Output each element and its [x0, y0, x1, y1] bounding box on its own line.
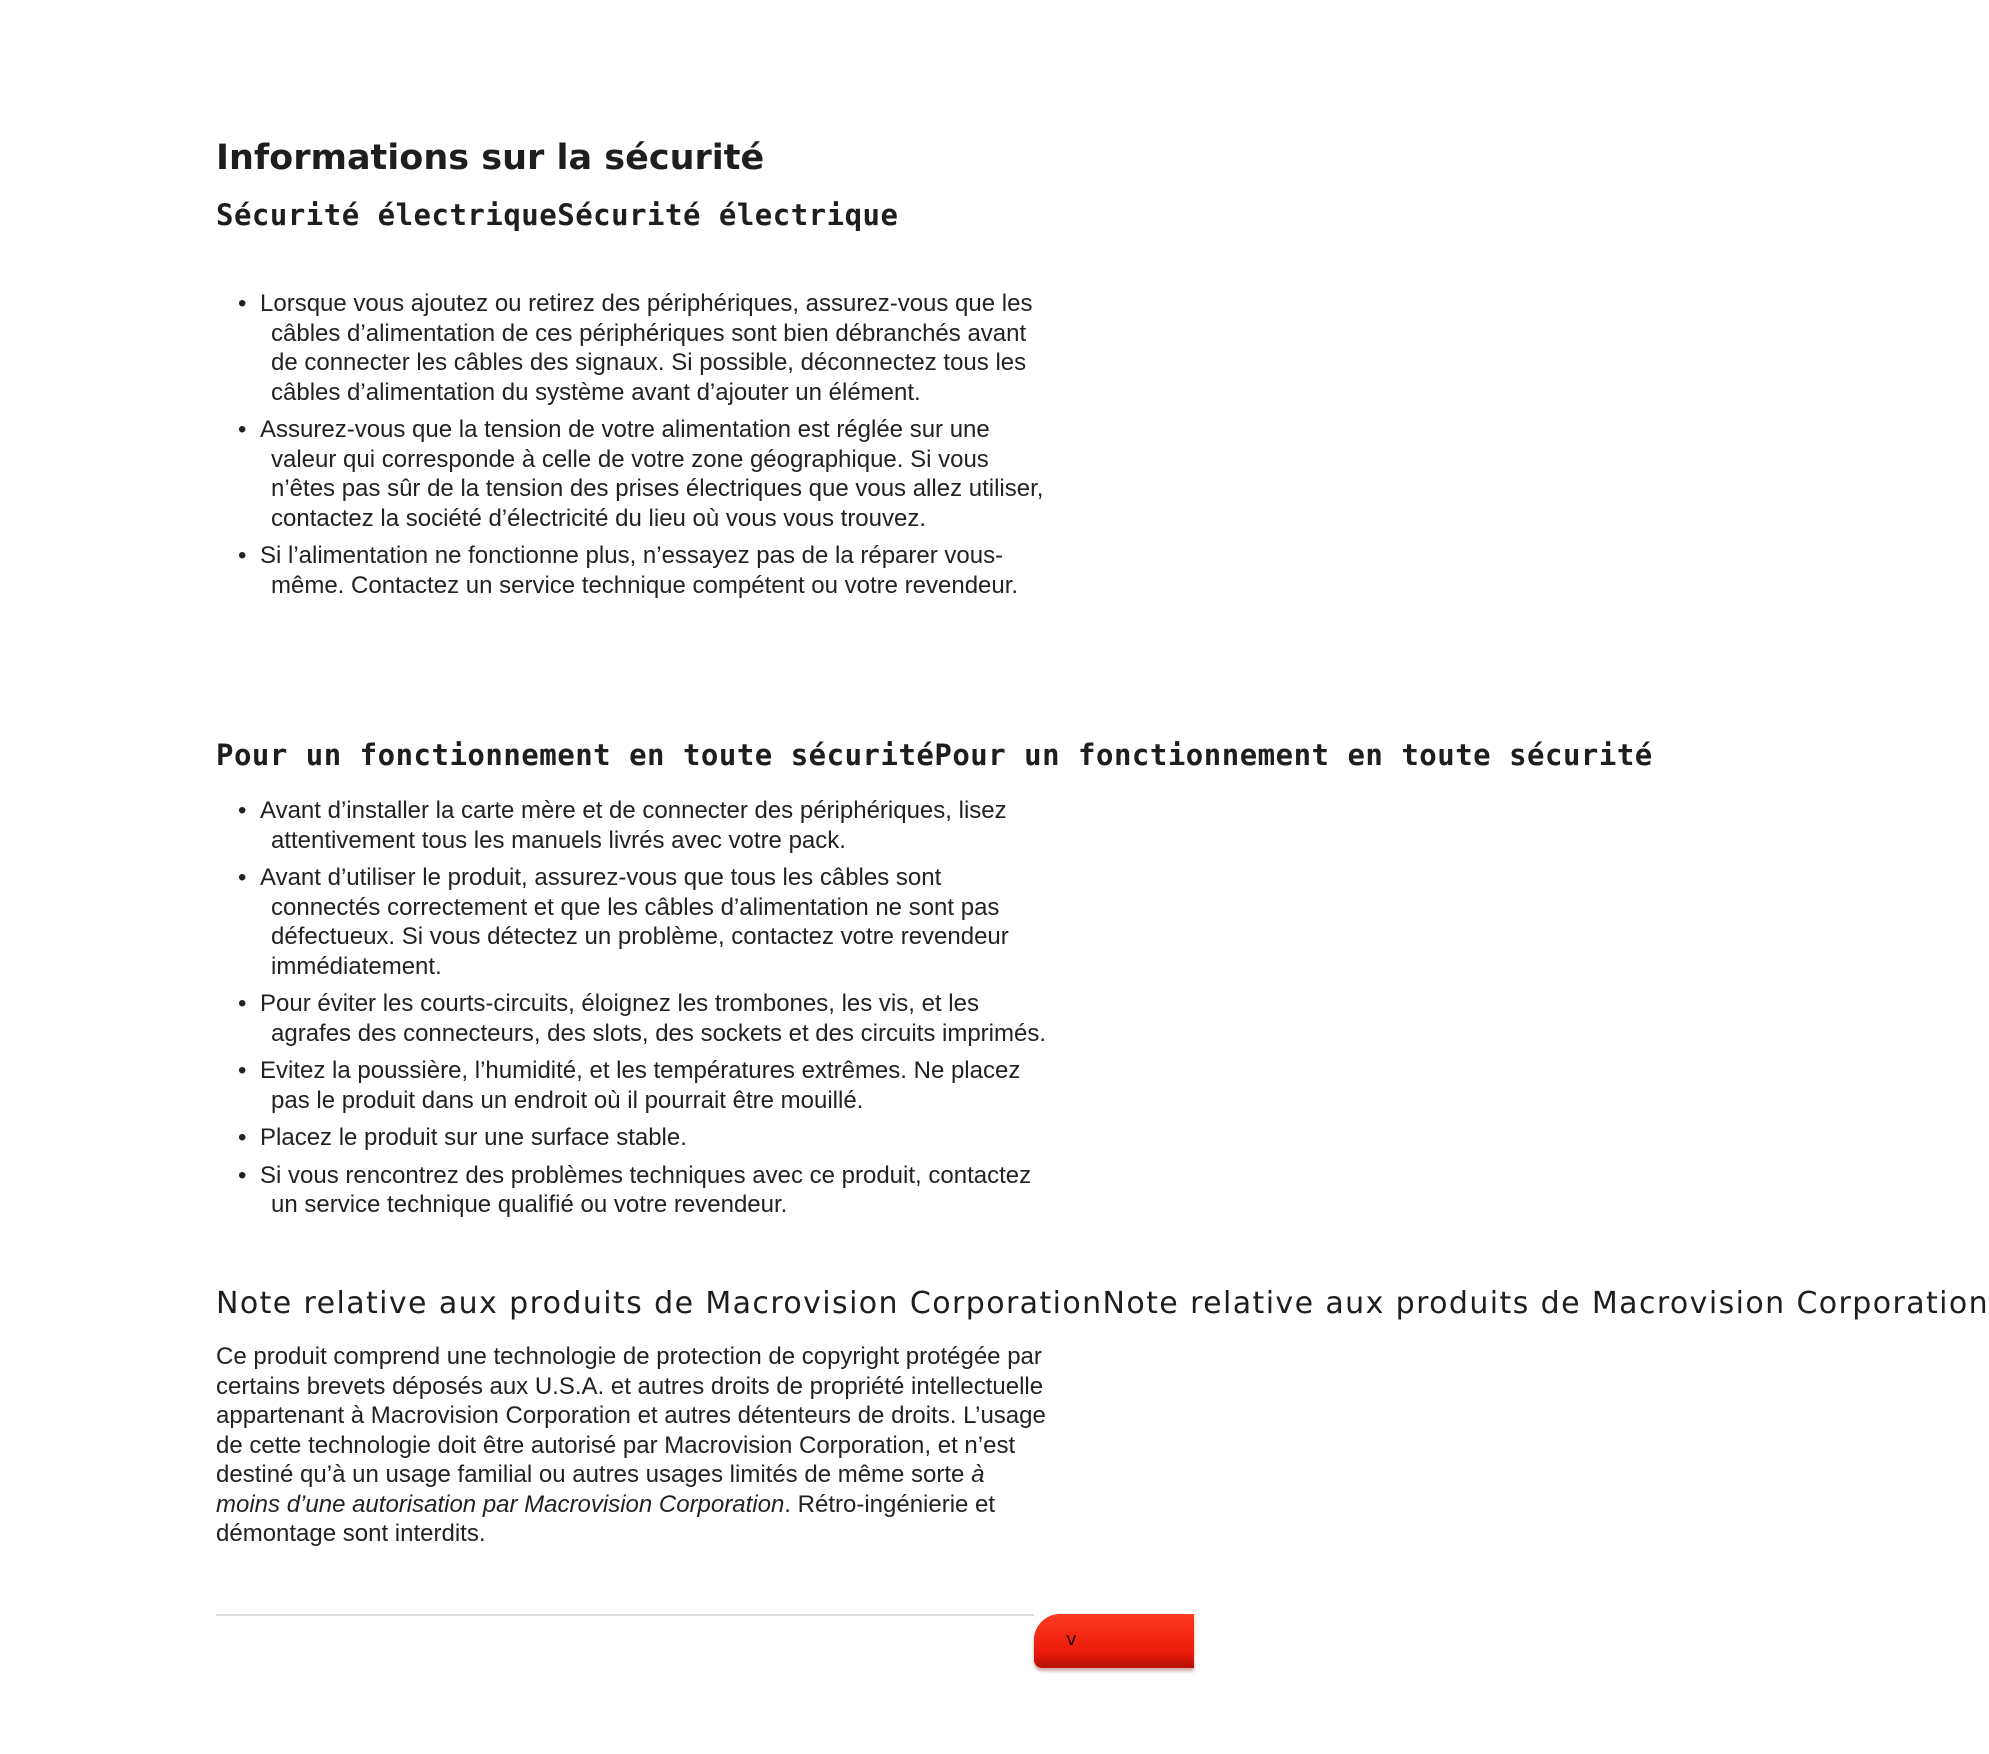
list-item-text: Evitez la poussière, l’humidité, et les températures extrêmes. Ne placez pas le produit dans un endroit où il pourrait être mouillé. — [260, 1057, 1021, 1114]
list-item — [216, 541, 1046, 600]
bullet-symbol: • — [238, 290, 247, 317]
list-item-text: Avant d’utiliser le produit, assurez-vous que tous les câbles sont connectés correctement et que les câbles d’alimentation ne sont pas défectueux. Si vous détectez un problème, contactez votre revendeur immédiatement. — [260, 864, 1009, 980]
list-item — [216, 1123, 1046, 1153]
list-item-text: Si l’alimentation ne fonctionne plus, n’essayez pas de la réparer vous-même. Contactez un service technique compétent ou votre revendeur. — [260, 542, 1019, 599]
list-item — [216, 1056, 1046, 1115]
electrical-safety-list — [216, 289, 1046, 608]
paragraph-text-end: . Rétro-ingénierie et démontage sont interdits. — [216, 1490, 996, 1547]
list-item-text: Lorsque vous ajoutez ou retirez des périphériques, assurez-vous que les câbles d’alimentation de ces périphériques sont bien débranchés avant de connecter les câbles des signaux. Si possible, déconnectez tous les câbles d’alimentation du système avant d’ajouter un élément. — [260, 290, 1033, 406]
page-title: Informations sur la sécurité — [216, 138, 765, 178]
list-item — [216, 415, 1046, 533]
list-item — [216, 796, 1046, 855]
bullet-symbol: • — [238, 416, 247, 443]
list-item — [216, 1161, 1046, 1220]
page-number: v — [1066, 1629, 1077, 1650]
section-heading-macrovision-note: Note relative aux produits de Macrovision CorporationNote relative aux produits de Macrovision Corporation — [216, 1286, 1989, 1321]
list-item-text: Pour éviter les courts-circuits, éloignez les trombones, les vis, et les agrafes des connecteurs, des slots, des sockets et des circuits imprimés. — [260, 990, 1046, 1047]
bullet-symbol: • — [238, 542, 247, 569]
footer-divider — [216, 1614, 1034, 1616]
bullet-symbol: • — [238, 1057, 247, 1084]
list-item-text: Avant d’installer la carte mère et de connecter des périphériques, lisez attentivement tous les manuels livrés avec votre pack. — [260, 797, 1007, 854]
page-number-tab — [1034, 1614, 1194, 1668]
list-item-text: Assurez-vous que la tension de votre alimentation est réglée sur une valeur qui corresponde à celle de votre zone géographique. Si vous n’êtes pas sûr de la tension des prises électriques que vous allez utiliser, contactez la société d’électricité du lieu où vous vous trouvez. — [260, 416, 1044, 532]
bullet-symbol: • — [238, 1161, 247, 1189]
paragraph-text-italic: à moins d’une autorisation par Macrovision Corporation — [216, 1461, 985, 1518]
paragraph-text-start: Ce produit comprend une technologie de protection de copyright protégée par certains brevets déposés aux U.S.A. et autres droits de propriété intellectuelle appartenant à Macrovision Corporation et autres détenteurs de droits. L’usage de cette technologie doit être autorisé par Macrovision Corporation, et n’est destiné qu’à un usage familial ou autres usages limités de même sorte — [216, 1343, 1046, 1488]
safe-operation-list — [216, 796, 1046, 1228]
list-item — [216, 289, 1046, 407]
macrovision-note-paragraph — [216, 1342, 1046, 1549]
list-item — [216, 863, 1046, 981]
list-item-text: Si vous rencontrez des problèmes techniques avec ce produit, contactez un service technique qualifié ou votre revendeur. — [260, 1161, 1032, 1218]
bullet-symbol: • — [238, 1124, 247, 1151]
list-item-text: Placez le produit sur une surface stable. — [260, 1124, 687, 1151]
bullet-symbol: • — [238, 990, 247, 1017]
bullet-symbol: • — [238, 864, 247, 891]
section-heading-electrical-safety: Sécurité électriqueSécurité électrique — [216, 198, 899, 232]
section-heading-safe-operation: Pour un fonctionnement en toute sécuritéPour un fonctionnement en toute sécurité — [216, 738, 1653, 772]
bullet-symbol: • — [238, 797, 247, 824]
list-item — [216, 989, 1046, 1048]
